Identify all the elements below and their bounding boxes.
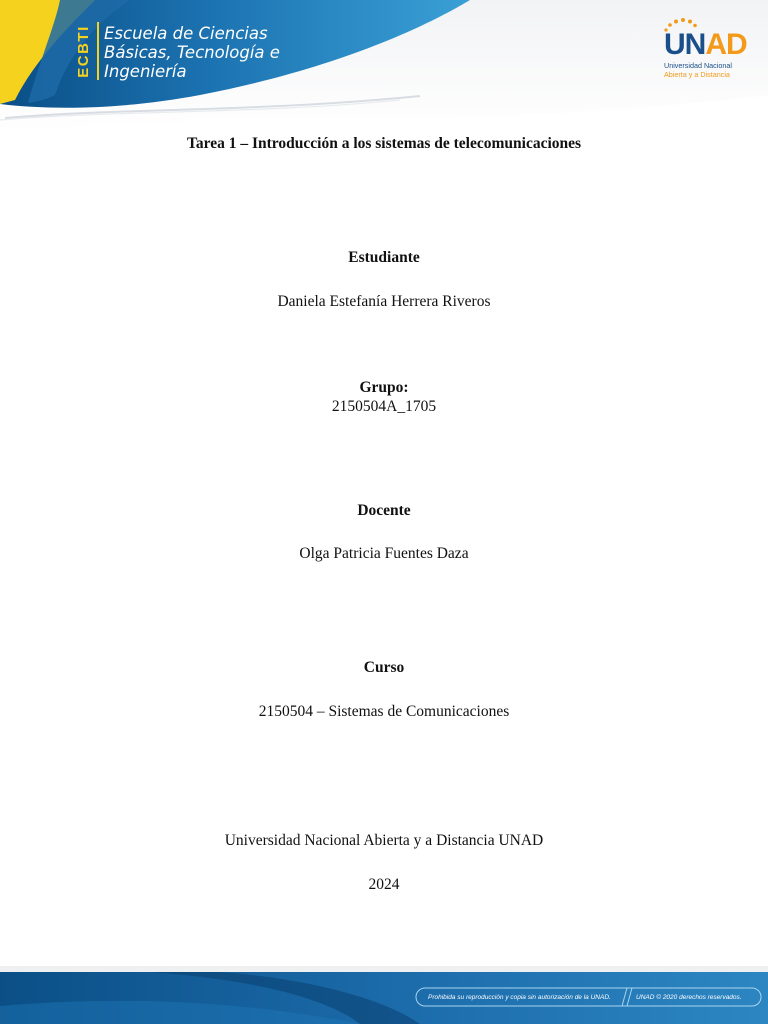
course-value: 2150504 – Sistemas de Comunicaciones [258,703,510,720]
school-name [104,24,280,81]
footer-banner [0,966,768,1024]
document-title: Tarea 1 – Introducción a los sistemas de telecomunicaciones [186,135,582,152]
teacher-name: Olga Patricia Fuentes Daza [299,545,469,562]
course-label: Curso [363,659,405,676]
teacher-label: Docente [357,502,411,519]
ecbti-divider [97,22,99,80]
school-line-1: Escuela de Ciencias [104,24,268,43]
year: 2024 [368,876,400,893]
ecbti-label: ECBTI [74,24,92,78]
header-banner [0,0,768,135]
school-line-2: Básicas, Tecnología e [104,43,280,62]
school-line-3: Ingeniería [104,62,187,81]
student-name: Daniela Estefanía Herrera Riveros [277,293,491,310]
logo-subtitle: Universidad Nacional Abierta y a Distancia [664,61,732,79]
student-label: Estudiante [348,249,420,266]
footer-notice: Prohibida su reproducción y copia sin autorización de la UNAD. [428,994,611,1001]
institution-name: Universidad Nacional Abierta y a Distancia UNAD [224,832,544,849]
logo-wordmark: UNAD [664,28,747,61]
footer-copyright: UNAD © 2020 derechos reservados. [636,994,742,1001]
group-value: 2150504A_1705 [331,398,437,415]
unad-logo [660,18,746,84]
group-label: Grupo: [359,379,409,396]
